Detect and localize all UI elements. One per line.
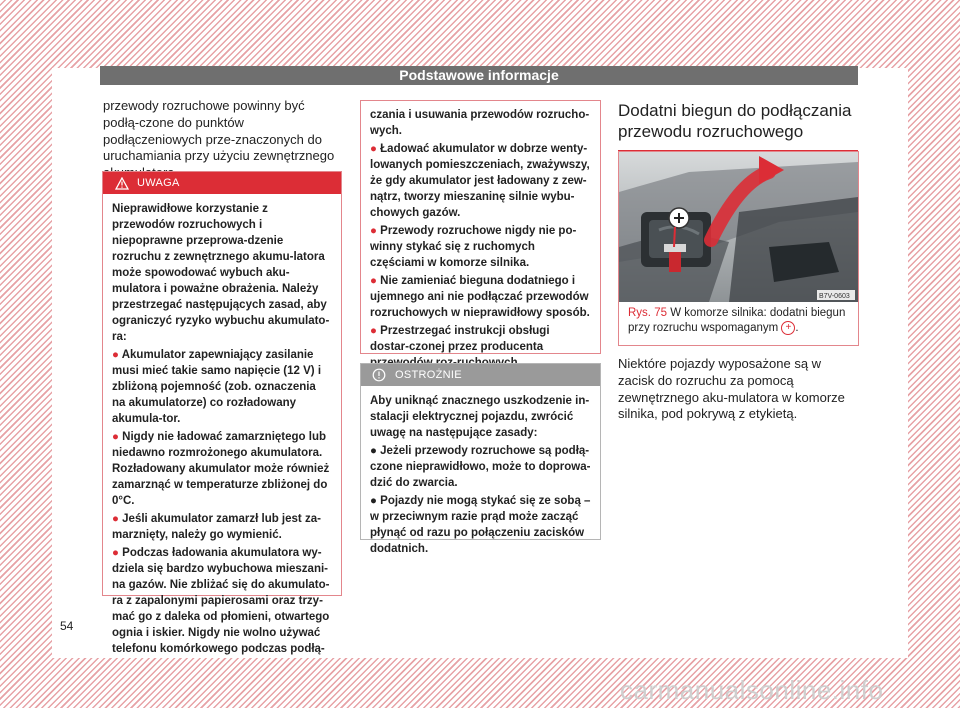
caption-ref: Rys. 75 — [628, 307, 667, 319]
warning-intro: Nieprawidłowe korzystanie z przewodów rozruchowych i niepoprawne przeprowa-dzenie rozruchu z zewnętrznego akumu-latora może spowodować wybuch aku-mulatora i poważne obrażenia. Należy przestrzegać następujących zasad, aby ograniczyć ryzyko wybuchu akumulato-ra: — [112, 203, 330, 343]
warning-bullet: ● Przewody rozruchowe nigdy nie po-winny stykać się z ruchomych częściami w komorze silnika. — [370, 225, 577, 269]
caution-bullet: ● Pojazdy nie mogą stykać się ze sobą – w przeciwnym razie prąd może zacząć płynąć od razu po połączeniu zacisków dodatnich. — [370, 495, 591, 555]
caution-body — [361, 386, 600, 567]
caption-text: W komorze silnika: dodatni biegun przy rozruchu wspomaganym — [628, 307, 846, 334]
engine-bay-image — [619, 152, 858, 302]
warning-box — [102, 171, 342, 655]
caution-box — [360, 363, 601, 555]
warning-bullet: ● Ładować akumulator w dobrze wenty-lowanych pomieszczeniach, zważywszy, że gdy akumulator jest ładowany z zew-nątrz, tworzy mieszaninę silnie wybu-chowych gazów. — [370, 143, 590, 219]
warning-bullet: ● Podczas ładowania akumulatora wy-dziela się bardzo wybuchowa mieszani-na gazów. Nie zbliżać się do akumulato-ra z zapalonymi papierosami oraz trzy-mać go z daleka od płomieni, otwartego ognia i iskier. Nigdy nie wolno używać telefonu komórkowego podczas podłą- — [112, 547, 330, 655]
watermark: carmanualsonline.info — [620, 675, 884, 705]
warning-body — [103, 194, 341, 667]
page-header: Podstawowe informacje — [100, 66, 858, 85]
bullet-dot-icon: ● — [112, 431, 123, 443]
warning-bullet: ● Przestrzegać instrukcji obsługi dostar-czonej przez producenta — [370, 325, 550, 353]
bullet-dot-icon: ● — [112, 513, 123, 525]
warning-triangle-icon — [115, 176, 129, 198]
warning-bullet: ● Jeśli akumulator zamarzł lub jest za-marznięty, należy go wymienić. — [112, 513, 321, 541]
bullet-dot-icon: ● — [370, 225, 381, 237]
warning-continued-lead: czania i usuwania przewodów rozrucho-wych. — [370, 109, 590, 137]
section-title: Dodatni biegun do podłączania przewodu rozruchowego — [618, 101, 852, 141]
warning-label: UWAGA — [137, 177, 180, 189]
bullet-dot-icon: ● — [370, 445, 381, 457]
intro-paragraph: przewody rozruchowe powinny być podłą-czone do punktów podłączeniowych prze-znaczonych do uruchamiania przy użyciu zewnętrznego — [103, 98, 335, 164]
warning-continued-body — [361, 101, 600, 381]
bullet-dot-icon: ● — [370, 325, 381, 337]
bullet-dot-icon: ● — [370, 275, 381, 287]
bullet-dot-icon: ● — [112, 547, 123, 559]
section-body: Niektóre pojazdy wyposażone są w zacisk do rozruchu za pomocą zewnętrznego aku-mulatora w komorze silnika, pod pokrywą z etykietą. — [618, 356, 845, 422]
figure-box — [618, 151, 859, 346]
warning-bullet: ● Akumulator zapewniający zasilanie musi mieć takie samo napięcie (12 V) i zbliżoną pojemność (zob. oznaczenia na akumulatorze) co rozładowany akumula-tor. — [112, 349, 322, 425]
figure-caption — [628, 306, 850, 335]
bullet-dot-icon: ● — [370, 495, 381, 507]
info-circle-icon — [372, 368, 386, 390]
bullet-dot-icon: ● — [112, 349, 122, 361]
caption-end: . — [795, 321, 799, 334]
plus-circle-icon: + — [781, 321, 795, 335]
warning-continued-box — [360, 100, 601, 354]
warning-header — [103, 172, 341, 194]
caution-label: OSTROŻNIE — [395, 369, 462, 381]
caution-header — [361, 364, 600, 386]
warning-bullet: ● Nie zamieniać bieguna dodatniego i ujemnego ani nie podłączać przewodów rozruchowych w nieprawidłowy sposób. — [370, 275, 590, 319]
figure-code: B7V-0603 — [819, 293, 850, 300]
warning-bullet: ● Nigdy nie ładować zamarzniętego lub niedawno rozmrożonego akumulatora. Rozładowany akumulator może również zamarznąć w temperaturze zbliżonej do 0°C. — [112, 431, 330, 507]
bullet-dot-icon: ● — [370, 143, 381, 155]
page-number: 54 — [60, 619, 74, 633]
caution-bullet: ● Jeżeli przewody rozruchowe są podłą-czone nieprawidłowo, może to doprowa-dzić do zwarcia. — [370, 445, 591, 489]
caution-intro: Aby uniknąć znacznego uszkodzenie in-stalacji elektrycznej pojazdu, zwrócić uwagę na następujące zasady: — [370, 395, 590, 439]
